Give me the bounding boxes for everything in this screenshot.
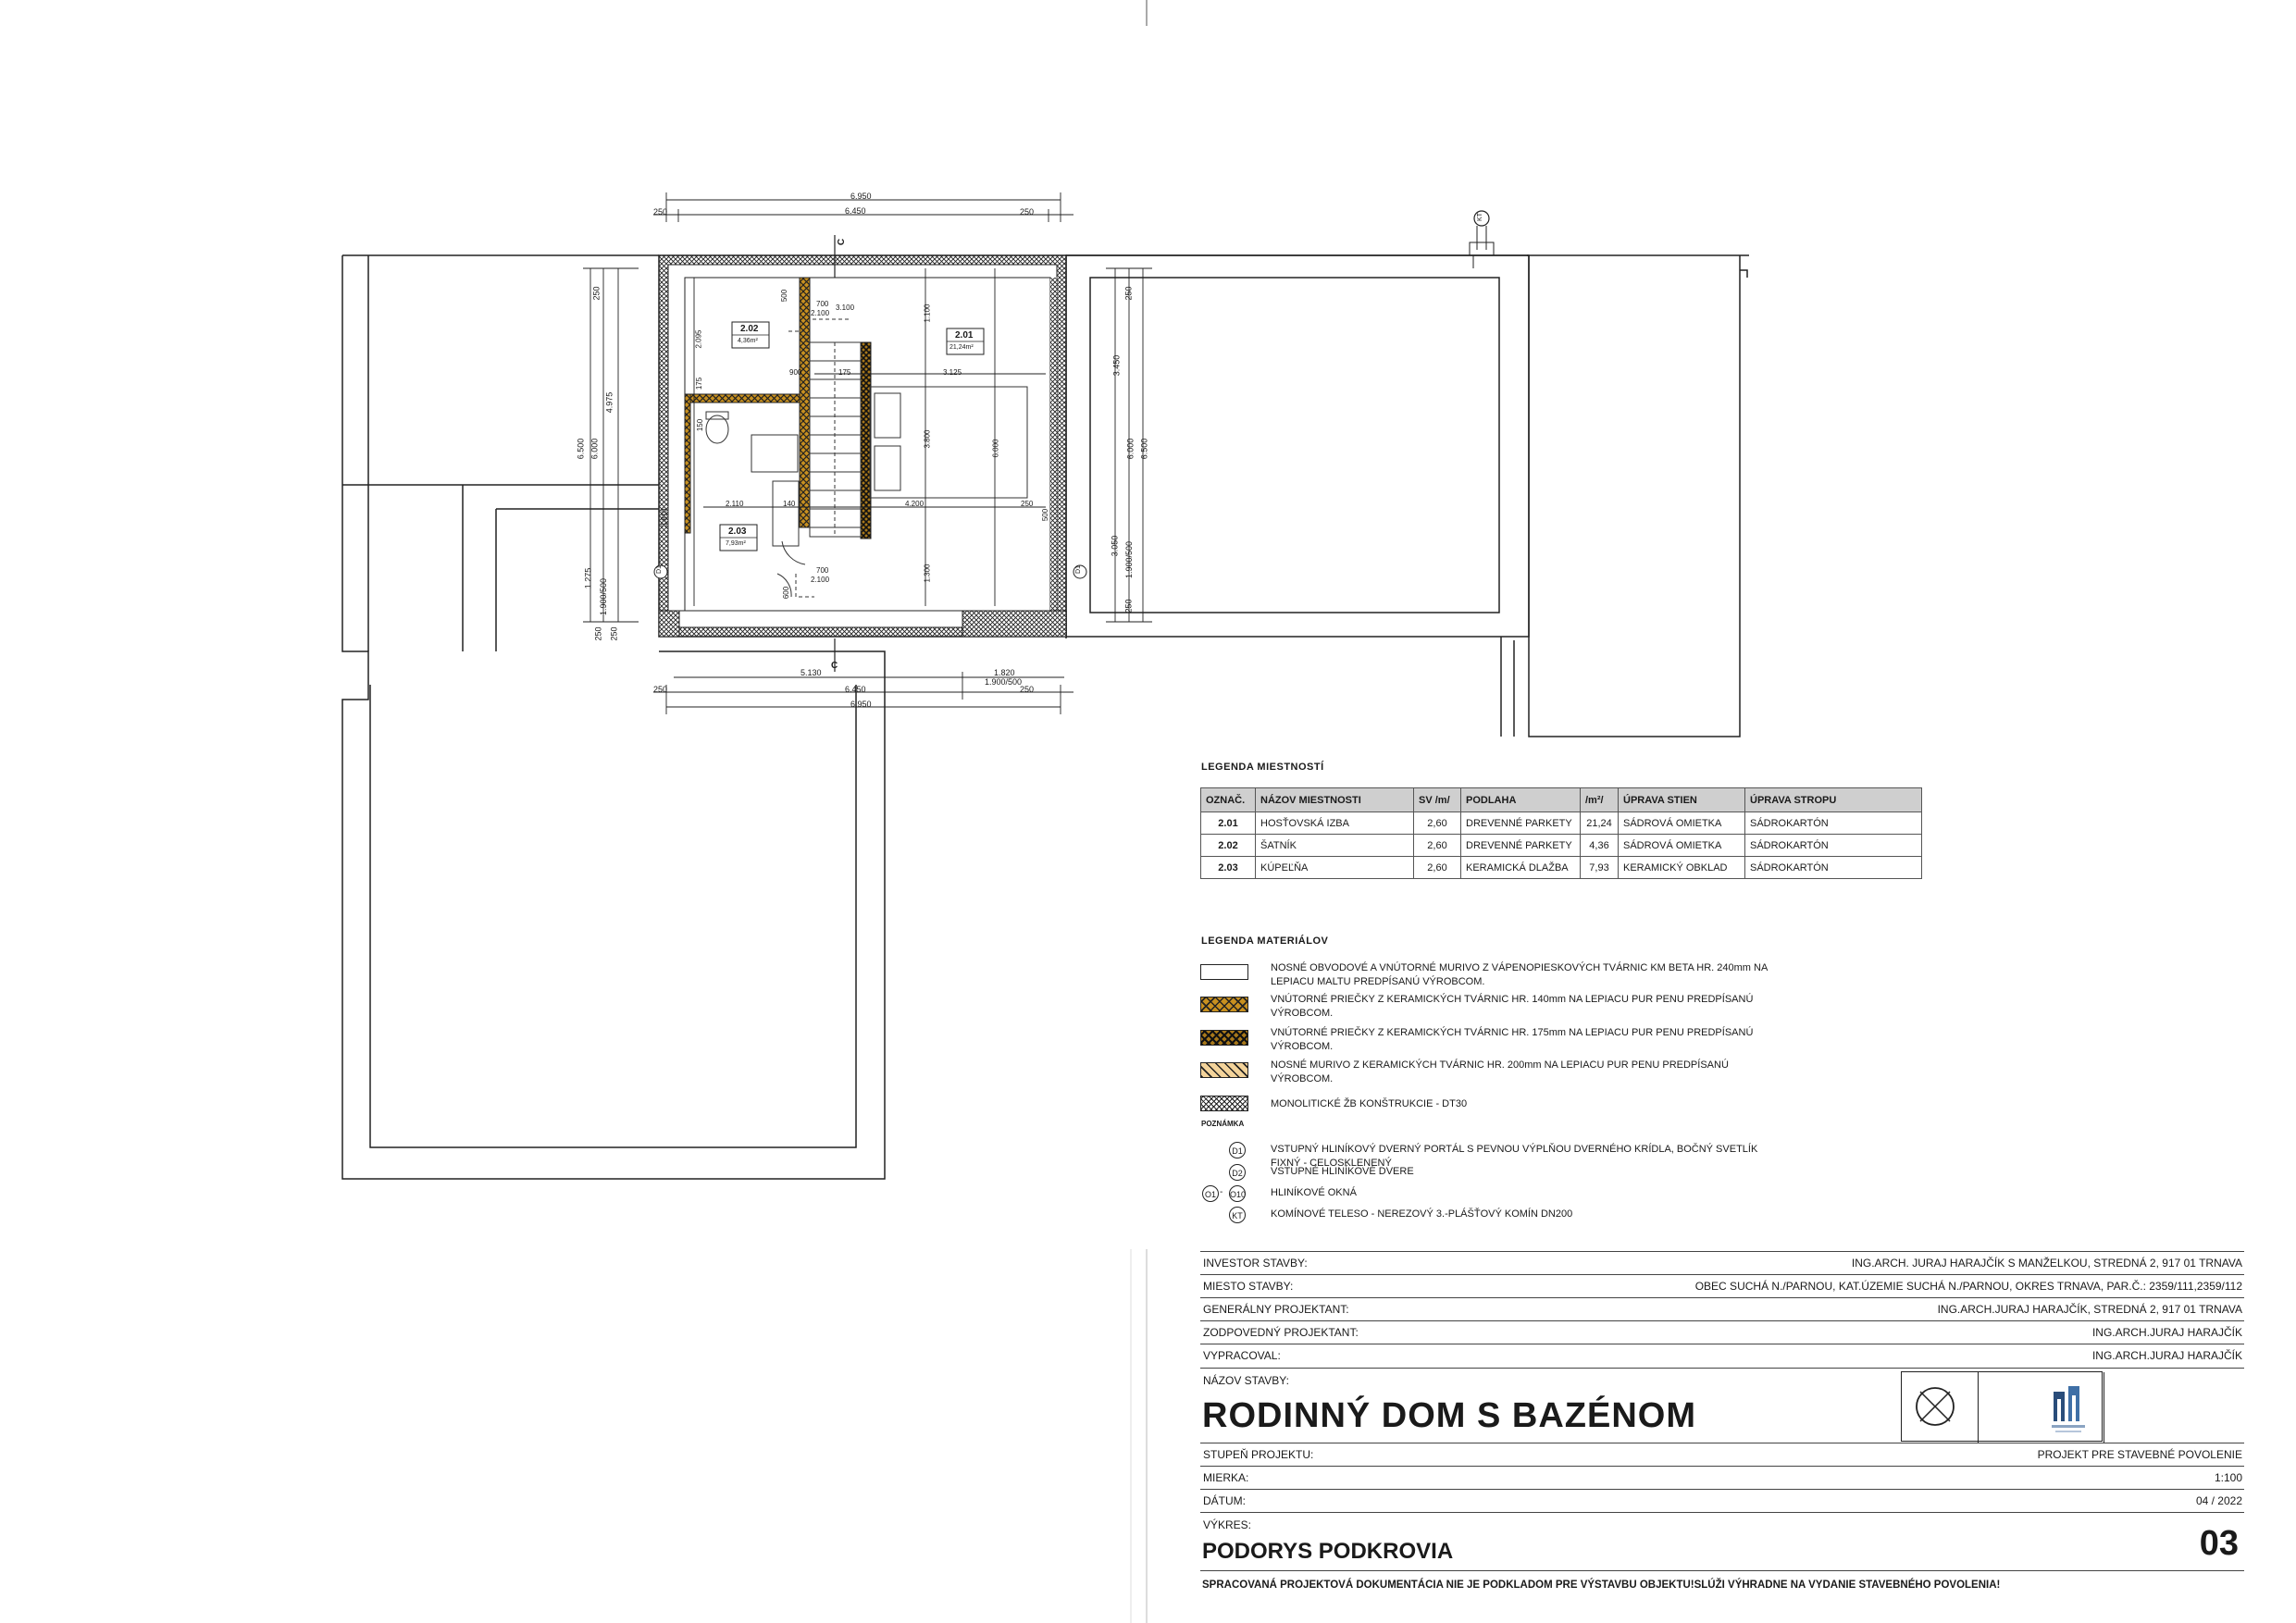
room-area-2-03: 7,93m² (726, 540, 746, 547)
cell-ceiling: SÁDROKARTÓN (1745, 857, 1922, 879)
col-walls: ÚPRAVA STIEN (1619, 788, 1745, 812)
cell-height: 2,60 (1414, 857, 1461, 879)
dim-left-e: 1.275 (583, 567, 593, 589)
col-floor: PODLAHA (1461, 788, 1581, 812)
dim-right-g: 250 (1123, 599, 1134, 613)
cell-floor: DREVENNÉ PARKETY (1461, 835, 1581, 857)
dim-left-b: 6.000 (590, 438, 600, 460)
dim-int-2095: 2.095 (694, 329, 703, 349)
dim-int-1300: 1.300 (923, 564, 932, 583)
tb-name-label: NÁZOV STAVBY: (1203, 1374, 1289, 1387)
dim-int-150: 150 (696, 418, 705, 432)
north-arrow-icon (1907, 1372, 1963, 1441)
col-code: OZNAČ. (1201, 788, 1256, 812)
room-legend-header-row (1201, 788, 1922, 812)
tb-scale-label: MIERKA: (1203, 1471, 1249, 1484)
section-label-top: C (837, 238, 848, 246)
dim-int-600: 600 (782, 586, 791, 600)
dim-bottom-a: 5.130 (800, 668, 822, 677)
table-row (1201, 835, 1922, 857)
tb-site (1200, 1274, 2244, 1298)
dim-int-900: 900 (789, 368, 802, 377)
dim-int-2100: 2.100 (811, 309, 830, 317)
room-label-2-01: 2.01 (955, 330, 974, 341)
dim-int-175a: 175 (695, 377, 704, 390)
note-text-windows: HLINÍKOVÉ OKNÁ (1271, 1187, 1357, 1198)
room-label-2-03: 2.03 (728, 527, 747, 537)
drawing-number: 03 (2199, 1524, 2239, 1563)
tb-scale (1200, 1466, 2244, 1490)
tb-date-value: 04 / 2022 (2195, 1494, 2242, 1507)
tb-stage-value: PROJEKT PRE STAVEBNÉ POVOLENIE (2037, 1448, 2242, 1461)
note-mark-d2: D2 (1229, 1164, 1246, 1181)
dim-right-f: 1.900/500 (1124, 540, 1135, 579)
note-text-chimney: KOMÍNOVÉ TELESO - NEREZOVÝ 3.-PLÁŠŤOVÝ KOMÍN DN200 (1271, 1208, 1573, 1220)
dim-bottom-left: 250 (653, 685, 668, 694)
dim-right-a: 250 (1123, 286, 1134, 301)
cell-name: KÚPEĽŇA (1256, 857, 1414, 879)
dim-top-right: 250 (1020, 207, 1035, 217)
dim-left-c: 4.975 (604, 391, 614, 414)
cell-height: 2,60 (1414, 835, 1461, 857)
tb-date (1200, 1489, 2244, 1513)
dim-top-total: 6.950 (850, 192, 872, 201)
dim-int-700: 700 (816, 300, 829, 308)
dim-int-500b: 500 (1041, 508, 1050, 522)
cell-ceiling: SÁDROKARTÓN (1745, 835, 1922, 857)
swatch-concrete (1200, 1096, 1248, 1111)
tb-general-value: ING.ARCH.JURAJ HARAJČÍK, STREDNÁ 2, 917 01 TRNAVA (1937, 1303, 2242, 1316)
note-text-d1: VSTUPNÝ HLINÍKOVÝ DVERNÝ PORTÁL S PEVNOU VÝPLŇOU DVERNÉHO KRÍDLA, BOČNÝ SVETLÍK FIXNÝ - CELOSKLENENÝ (1271, 1144, 1758, 1169)
material-item-1: NOSNÉ OBVODOVÉ A VNÚTORNÉ MURIVO Z VÁPENOPIESKOVÝCH TVÁRNIC KM BETA HR. 240mm NA LEPIACU MALTU PREDPÍSANÚ VÝROBCOM. (1271, 962, 1768, 987)
swatch-limestone-wall (1200, 964, 1248, 980)
dim-left-f: 1.900/500 (599, 577, 609, 616)
tb-general-label: GENERÁLNY PROJEKTANT: (1203, 1303, 1349, 1316)
swatch-wall-200 (1200, 1062, 1248, 1078)
door-marker-left: D1 (655, 565, 663, 574)
room-area-2-01: 21,24m² (949, 344, 974, 351)
col-height: SV /m/ (1414, 788, 1461, 812)
dim-right-e: 3.050 (1110, 535, 1120, 557)
dim-int-4200: 4.200 (905, 500, 925, 508)
dim-bottom-right: 250 (1020, 685, 1035, 694)
cell-area: 4,36 (1581, 835, 1619, 857)
cell-walls: KERAMICKÝ OBKLAD (1619, 857, 1745, 879)
note-mark-o1: O1 (1202, 1185, 1219, 1202)
tb-drawing-label: VÝKRES: (1203, 1518, 1252, 1531)
tb-investor-value: ING.ARCH. JURAJ HARAJČÍK S MANŽELKOU, STREDNÁ 2, 917 01 TRNAVA (1851, 1257, 2242, 1270)
tb-date-label: DÁTUM: (1203, 1494, 1246, 1507)
tb-stage-label: STUPEŇ PROJEKTU: (1203, 1448, 1314, 1461)
col-area: /m²/ (1581, 788, 1619, 812)
terrace-outline (1066, 255, 1749, 737)
dim-top-inner: 6.450 (845, 206, 866, 216)
tb-prepared-value: ING.ARCH.JURAJ HARAJČÍK (2091, 1349, 2242, 1362)
tb-site-label: MIESTO STAVBY: (1203, 1280, 1294, 1293)
dim-right-d: 6.500 (1139, 438, 1149, 460)
material-legend-title: LEGENDA MATERIÁLOV (1201, 935, 1329, 947)
table-row (1201, 812, 1922, 835)
note-mark-o10: O10 (1229, 1185, 1246, 1202)
architect-logo-icon (2048, 1375, 2094, 1440)
dim-int-3810: 3.810 (660, 508, 669, 527)
room-label-2-02: 2.02 (740, 324, 759, 334)
cell-walls: SÁDROVÁ OMIETKA (1619, 812, 1745, 835)
tb-prepared-label: VYPRACOVAL: (1203, 1349, 1281, 1362)
note-mark-dash: - (1220, 1187, 1223, 1197)
tb-project (1200, 1368, 2244, 1443)
dim-bottom-total: 6.950 (850, 700, 872, 709)
dim-int-6000: 6.000 (991, 439, 1000, 458)
dim-int-2100b: 2.100 (811, 576, 830, 584)
dim-right-c: 6.000 (1125, 438, 1136, 460)
col-ceiling: ÚPRAVA STROPU (1745, 788, 1922, 812)
cell-area: 7,93 (1581, 857, 1619, 879)
tb-drawing (1200, 1512, 2244, 1571)
dim-left-a: 6.500 (576, 438, 586, 460)
dim-int-3100: 3.100 (836, 304, 855, 312)
dim-left-h: 250 (609, 626, 619, 641)
section-label-bottom: C (831, 661, 838, 671)
cell-height: 2,60 (1414, 812, 1461, 835)
cell-area: 21,24 (1581, 812, 1619, 835)
dim-bottom-inner: 6.450 (845, 685, 866, 694)
dim-int-500: 500 (780, 289, 789, 303)
tb-responsible-label: ZODPOVEDNÝ PROJEKTANT: (1203, 1326, 1359, 1339)
project-title: RODINNÝ DOM S BAZÉNOM (1202, 1396, 1696, 1435)
material-item-2: VNÚTORNÉ PRIEČKY Z KERAMICKÝCH TVÁRNIC HR. 140mm NA LEPIACU PUR PENU PREDPÍSANÚ VÝROBCOM. (1271, 994, 1754, 1019)
cell-floor: DREVENNÉ PARKETY (1461, 812, 1581, 835)
dim-int-140: 140 (783, 500, 796, 508)
cell-floor: KERAMICKÁ DLAŽBA (1461, 857, 1581, 879)
dim-right-b: 3.450 (1111, 354, 1122, 377)
tb-prepared (1200, 1344, 2244, 1368)
north-box (1901, 1371, 2103, 1442)
door-marker-right: D1 (1074, 565, 1082, 574)
col-name: NÁZOV MIESTNOSTI (1256, 788, 1414, 812)
note-text-d2: VSTUPNÉ HLINÍKOVÉ DVERE (1271, 1166, 1414, 1177)
cell-walls: SÁDROVÁ OMIETKA (1619, 835, 1745, 857)
note-mark-kt: KT (1229, 1207, 1246, 1223)
dim-int-3800: 3.800 (923, 429, 932, 449)
note-mark-d1: D1 (1229, 1142, 1246, 1158)
dim-bottom-b-sub: 1.900/500 (985, 677, 1023, 687)
material-item-3: VNÚTORNÉ PRIEČKY Z KERAMICKÝCH TVÁRNIC HR. 175mm NA LEPIACU PUR PENU PREDPÍSANÚ VÝROBCOM. (1271, 1027, 1754, 1052)
drawing-title: PODORYS PODKROVIA (1202, 1539, 1454, 1564)
room-legend-title: LEGENDA MIESTNOSTÍ (1201, 762, 1324, 773)
footer-note: SPRACOVANÁ PROJEKTOVÁ DOKUMENTÁCIA NIE JE PODKLADOM PRE VÝSTAVBU OBJEKTU!SLÚŽI VÝHRADNE NA VYDANIE STAVEBNÉHO POVOLENIA! (1202, 1580, 2001, 1591)
swatch-partition-140 (1200, 997, 1248, 1012)
dim-int-250: 250 (1021, 500, 1034, 508)
dim-int-2110: 2.110 (726, 500, 744, 508)
room-area-2-02: 4,36m² (738, 338, 758, 344)
table-row (1201, 857, 1922, 879)
chimney-marker: KT (1476, 213, 1483, 221)
tb-investor-label: INVESTOR STAVBY: (1203, 1257, 1308, 1270)
material-item-5: MONOLITICKÉ ŽB KONŠTRUKCIE - DT30 (1271, 1098, 1468, 1109)
cell-ceiling: SÁDROKARTÓN (1745, 812, 1922, 835)
dim-bottom-b: 1.820 (994, 668, 1015, 677)
swatch-partition-175 (1200, 1030, 1248, 1046)
tb-responsible-value: ING.ARCH.JURAJ HARAJČÍK (2091, 1326, 2242, 1339)
material-item-4: NOSNÉ MURIVO Z KERAMICKÝCH TVÁRNIC HR. 200mm NA LEPIACU PUR PENU PREDPÍSANÚ VÝROBCOM. (1271, 1059, 1729, 1084)
cell-name: ŠATNÍK (1256, 835, 1414, 857)
dim-int-1100: 1.100 (923, 304, 932, 323)
dim-left-g: 250 (593, 626, 603, 641)
tb-responsible (1200, 1320, 2244, 1344)
dim-int-3125: 3.125 (943, 368, 962, 377)
tb-general (1200, 1297, 2244, 1321)
cell-code: 2.03 (1201, 857, 1256, 879)
cell-code: 2.01 (1201, 812, 1256, 835)
dim-int-175b: 175 (838, 368, 851, 377)
note-title: POZNÁMKA (1201, 1120, 1245, 1128)
tb-investor (1200, 1251, 2244, 1275)
cell-code: 2.02 (1201, 835, 1256, 857)
dim-int-700b: 700 (816, 566, 829, 575)
cell-name: HOSŤOVSKÁ IZBA (1256, 812, 1414, 835)
tb-site-value: OBEC SUCHÁ N./PARNOU, KAT.ÚZEMIE SUCHÁ N./PARNOU, OKRES TRNAVA, PAR.Č.: 2359/111,2359/112 (1694, 1280, 2242, 1293)
tb-scale-value: 1:100 (2214, 1471, 2242, 1484)
dim-top-left: 250 (653, 207, 668, 217)
tb-stage (1200, 1443, 2244, 1467)
room-legend-table (1200, 787, 1922, 879)
dim-left-d: 250 (591, 286, 602, 301)
